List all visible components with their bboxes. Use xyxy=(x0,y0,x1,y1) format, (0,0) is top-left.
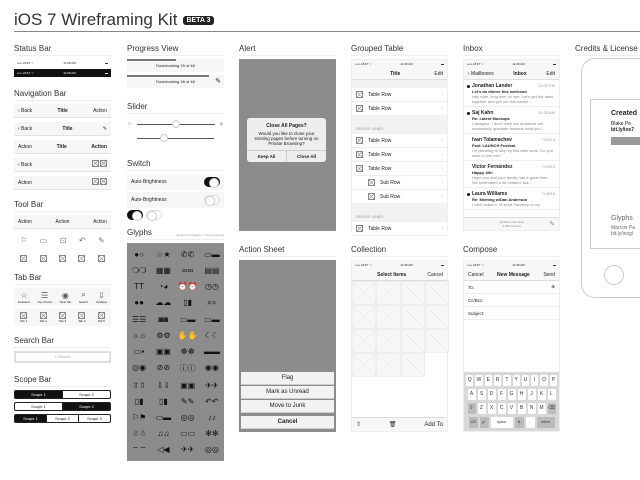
collection-cell[interactable] xyxy=(425,329,449,353)
flag-button[interactable]: Flag xyxy=(241,372,334,385)
alert-dialog xyxy=(247,118,326,162)
glyph-icon: ✆✆ xyxy=(180,249,195,259)
glyph-icon: ⇩⇩ xyxy=(156,380,171,390)
mail-item[interactable]: Jonathan Lander 12:05 PM Let's do dinner this weekend Hey man, long time no see. Let's get the fams together and grill out this weeke... xyxy=(464,80,559,107)
switch-row: Auto-Brightness xyxy=(127,174,224,190)
collection-cell[interactable] xyxy=(401,329,425,353)
status-bar-dark: ••••• AT&T ⌔ 11:08 AM ▬ xyxy=(14,69,111,77)
section-title: Glyphs xyxy=(127,228,152,237)
mark-unread-button[interactable]: Mark as Unread xyxy=(241,386,334,399)
key[interactable]: Q xyxy=(466,375,473,386)
glyph-icon: ✈✈ xyxy=(180,444,195,454)
tool-bar-icons xyxy=(14,233,111,247)
toggle-switch[interactable] xyxy=(204,195,220,205)
toolbar-action[interactable]: Action xyxy=(93,218,107,225)
section-title: Inbox xyxy=(463,44,560,56)
glyph-icon: ▭▪ xyxy=(133,346,145,356)
toggle-switch[interactable] xyxy=(204,177,220,187)
column-alerts xyxy=(239,44,336,432)
nav-bar xyxy=(14,176,111,190)
glyph-icon: ▯▮ xyxy=(134,396,144,406)
column-mail xyxy=(463,44,560,432)
placeholder-icon[interactable] xyxy=(98,255,105,262)
glyph-icon: ☸☸ xyxy=(180,346,195,356)
glyph-icon: ⇧⇧ xyxy=(132,380,146,390)
page-title xyxy=(14,10,214,30)
glyph-icon: ▯▮ xyxy=(183,297,193,307)
alert-screen xyxy=(239,59,336,231)
cc-license-badge xyxy=(611,137,640,145)
collection-cell[interactable] xyxy=(352,353,376,377)
glyph-icon: ♫♫ xyxy=(157,428,170,438)
title-text: iOS 7 Wireframing Kit xyxy=(14,10,178,29)
key[interactable]: E xyxy=(485,375,492,386)
glyph-icon: ▯▮ xyxy=(158,396,168,406)
placeholder-icon[interactable] xyxy=(40,255,47,262)
section-title: Compose xyxy=(463,245,560,257)
key[interactable]: N xyxy=(528,403,536,414)
section-title: Tool Bar xyxy=(14,200,111,212)
search-input[interactable]: ⌕ Search xyxy=(14,351,111,363)
section-title: Collection xyxy=(351,245,448,257)
collection-cell[interactable] xyxy=(376,329,400,353)
edit-button[interactable]: Edit xyxy=(546,70,555,77)
tab-2[interactable]: Tab 2 xyxy=(39,308,46,326)
glyph-icon: ☆★ xyxy=(156,249,171,259)
glyph-icon: ◔◕ xyxy=(158,281,169,291)
collection-cell[interactable] xyxy=(401,305,425,329)
key[interactable]: ⌫ xyxy=(548,403,556,414)
action-button[interactable]: Action xyxy=(18,143,32,150)
section-title: Navigation Bar xyxy=(14,89,111,101)
section-title: Search Bar xyxy=(14,336,111,348)
glyph-icon: ⏰⏰ xyxy=(177,281,198,291)
placeholder-icon[interactable] xyxy=(100,160,107,167)
tab-updates[interactable]: ⇩ Updates xyxy=(95,290,108,304)
keyboard xyxy=(464,372,559,431)
alert-title: Close All Pages? xyxy=(266,123,307,129)
glyph-icon: ♪♪ xyxy=(207,412,216,422)
glyph-icon: ⊘⊘ xyxy=(156,362,171,372)
key[interactable]: V xyxy=(508,403,516,414)
reply-icon[interactable]: ↶ xyxy=(78,235,86,245)
key[interactable]: X xyxy=(488,403,496,414)
glyph-icon: ▤▤ xyxy=(204,265,220,275)
glyph-icon: ▭▬ xyxy=(155,412,172,422)
key[interactable]: B xyxy=(518,403,526,414)
glyph-icon: ▭▬ xyxy=(179,314,196,324)
iphone-frame xyxy=(581,58,640,298)
scope-segment[interactable]: Scope 2 xyxy=(62,403,110,410)
section-title: Credits & License xyxy=(575,44,640,56)
tab-bar xyxy=(14,288,111,306)
send-button[interactable]: Send xyxy=(543,271,555,278)
mail-item[interactable]: Laura Williams 7/18/13 Re: Meeting w/Dan Anderson I can't make it. I'll send Sandeep in my xyxy=(464,188,559,210)
compose-icon[interactable]: ✎ xyxy=(98,235,105,245)
keep-all-button[interactable]: Keep All xyxy=(257,154,276,159)
scope-segment[interactable]: Scope 2 xyxy=(46,415,78,422)
glyph-icon: ∞∞ xyxy=(181,265,194,275)
list-icon: ☰ xyxy=(41,290,49,300)
group-label: GROUP LABEL xyxy=(352,116,447,134)
column-basic-controls xyxy=(14,44,111,426)
toggle-switch[interactable] xyxy=(146,210,162,220)
glyphs-credit: via Marcos Pagano - bit.ly/iosglyphs xyxy=(176,233,224,237)
glyph-icon: ❍❍ xyxy=(131,265,147,275)
numbers-key[interactable]: 123 xyxy=(469,417,478,428)
toolbar-action[interactable]: Action xyxy=(55,218,70,225)
back-button[interactable]: ‹ Back xyxy=(18,161,33,168)
glyph-icon: ▣▣ xyxy=(155,346,171,356)
nav-bar: ‹ Back Title Action xyxy=(14,104,111,118)
folder-icon[interactable]: ▭ xyxy=(39,235,48,245)
glyph-icon: ◎◎ xyxy=(180,412,195,422)
section-title: Scope Bar xyxy=(14,375,111,387)
period-key[interactable]: . xyxy=(526,417,535,428)
progress-view: Downloading 38 of 48 ✎ xyxy=(127,75,224,88)
placeholder-icon[interactable] xyxy=(59,255,66,262)
nav-bar: ‹ Back Title ✎ xyxy=(14,122,111,136)
share-icon[interactable]: ⇧ xyxy=(356,422,362,428)
glyph-icon: ▭▭ xyxy=(180,428,196,438)
glyph-icon: ☃☃ xyxy=(131,428,147,438)
scope-bar xyxy=(14,402,111,411)
collection-cell[interactable] xyxy=(376,305,400,329)
key[interactable]: ⇧ xyxy=(468,403,476,414)
action-button[interactable]: Action xyxy=(91,143,107,150)
cc-field[interactable]: Cc/Bcc: xyxy=(464,294,559,307)
home-button xyxy=(604,265,624,285)
tab-bar-generic xyxy=(14,308,111,326)
brightness-slider[interactable] xyxy=(127,117,224,131)
glyph-icon: ▭▬ xyxy=(204,314,220,324)
tab-4[interactable]: Tab 4 xyxy=(78,308,85,326)
key[interactable]: Y xyxy=(513,375,520,386)
cancel-button[interactable]: Cancel xyxy=(468,271,484,278)
section-title: Slider xyxy=(127,102,224,114)
edit-button[interactable]: Edit xyxy=(434,70,443,77)
mail-item[interactable]: Saj Kahn 10:30 AM Re: Latest Mockups I disagree. I don't think our audience will necessarily gravitate towards what you... xyxy=(464,107,559,134)
glyph-icon: ☼☼ xyxy=(131,330,147,340)
key[interactable]: K xyxy=(538,389,546,400)
collection-cell[interactable] xyxy=(352,281,376,305)
glyph-icon: ◷◷ xyxy=(204,281,219,291)
table-row[interactable]: Table Row › xyxy=(352,88,447,102)
tab-top-charts[interactable]: ☰ Top Charts xyxy=(37,290,52,304)
table-row[interactable]: Table Row › xyxy=(352,134,447,148)
compose-screen: ••••• AT&T ⌔ 11:08 AM ▬ Cancel New Message Send To: ⊕ Cc/Bcc: Subject: Q W E R T Y U I O P A S D F G H J K L ⇧ Z X C V B N M ⌫ 123 🎤 space ⊕ . return xyxy=(463,260,560,432)
column-tables xyxy=(351,44,448,432)
glyph-icon: ◎◎ xyxy=(204,444,219,454)
close-all-button[interactable]: Close All xyxy=(286,151,326,162)
tab-5[interactable]: Tab 5 xyxy=(98,308,105,326)
glyph-icon: ΤΤ xyxy=(134,281,145,291)
table-row[interactable]: Table Row › xyxy=(352,222,447,236)
section-title: Action Sheet xyxy=(239,245,336,257)
section-title: Switch xyxy=(127,159,224,171)
grouped-table-screen: ••••• AT&T ⌔ 11:08 AM ▬ Title Edit Table Row › Table Row › GROUP LABEL Table Row › Table Row › Table Row › Sub Row › Sub Row › GROUP LABEL Table Row › xyxy=(351,59,448,231)
glyph-icon: ✋✋ xyxy=(177,330,198,340)
glyph-icon: ◙◙ xyxy=(158,314,169,324)
tool-bar xyxy=(14,215,111,229)
star-icon: ☆ xyxy=(20,290,28,300)
compose-icon[interactable]: ✎ xyxy=(549,221,555,228)
key[interactable]: U xyxy=(522,375,529,386)
credits-screen: Created Blake Pe bit.ly/ios7 Glyphs Marcos Pa bit.ly/iosgl xyxy=(590,99,640,249)
placeholder-icon[interactable] xyxy=(92,178,99,185)
column-controls xyxy=(127,44,224,461)
scope-bar xyxy=(14,414,111,423)
glyph-icon: ●○ xyxy=(134,249,144,259)
collection-cell[interactable] xyxy=(401,281,425,305)
group-label: GROUP LABEL xyxy=(352,204,447,222)
key[interactable]: J xyxy=(528,389,536,400)
scope-segment[interactable]: Scope 1 xyxy=(15,391,62,398)
glyph-icon: ◎◉ xyxy=(132,362,147,372)
key[interactable]: H xyxy=(518,389,526,400)
to-field[interactable]: To: ⊕ xyxy=(464,281,559,294)
nav-bar xyxy=(14,158,111,172)
section-title: Tab Bar xyxy=(14,273,111,285)
tab-search[interactable]: ⌕ Search xyxy=(78,290,89,304)
collection-cell[interactable] xyxy=(376,353,400,377)
key[interactable]: T xyxy=(503,375,510,386)
glyphs-link[interactable]: bit.ly/iosgl xyxy=(611,231,633,237)
scope-segment[interactable]: Scope 1 xyxy=(31,404,46,409)
key[interactable]: R xyxy=(494,375,501,386)
cancel-button[interactable]: Cancel xyxy=(241,416,334,429)
return-key[interactable]: return xyxy=(537,417,555,428)
glyph-icon: ⌕⌕ xyxy=(207,297,217,307)
scope-segment[interactable]: Scope 2 xyxy=(62,391,110,398)
cancel-button[interactable]: Cancel xyxy=(427,271,443,278)
placeholder-icon[interactable] xyxy=(78,255,85,262)
space-key[interactable]: space xyxy=(491,417,513,428)
glyph-icon: ↶↶ xyxy=(205,396,219,406)
tab-3[interactable]: Tab 3 xyxy=(59,308,66,326)
mailboxes-button[interactable]: ‹ Mailboxes xyxy=(468,70,494,77)
glyph-icon: ◁◀ xyxy=(157,444,170,454)
status-bar-light: ••••• AT&T ⌔ 11:08 AM ▬ xyxy=(17,60,108,65)
table-row[interactable]: Table Row › xyxy=(352,148,447,162)
key[interactable]: I xyxy=(531,375,538,386)
key[interactable]: C xyxy=(498,403,506,414)
collection-screen: ••••• AT&T ⌔ 11:08 AM ▬ Select Items Cancel ⇧ 🗑 Add To xyxy=(351,260,448,432)
tab-1[interactable]: Tab 1 xyxy=(20,308,27,326)
glyph-icon: ⚙⚙ xyxy=(156,330,171,340)
scope-bar xyxy=(14,390,111,399)
subject-field[interactable]: Subject: xyxy=(464,307,559,320)
back-button[interactable]: ‹ Back xyxy=(18,107,33,114)
collection-cell[interactable] xyxy=(401,353,425,377)
archive-icon[interactable]: ⊡ xyxy=(59,235,67,245)
compose-icon[interactable]: ✎ xyxy=(215,78,221,85)
key[interactable]: P xyxy=(550,375,557,386)
collection-grid xyxy=(352,281,449,377)
location-icon: ◉ xyxy=(61,290,69,300)
key[interactable]: A xyxy=(468,389,476,400)
placeholder-icon[interactable] xyxy=(100,178,107,185)
scope-segment[interactable]: Scope 1 xyxy=(15,415,46,422)
key[interactable]: M xyxy=(538,403,546,414)
beta-badge: BETA 3 xyxy=(183,16,213,25)
table-row[interactable]: Table Row › xyxy=(352,102,447,116)
section-title: Grouped Table xyxy=(351,44,448,56)
flag-icon[interactable]: ⚐ xyxy=(20,235,28,245)
add-contact-icon[interactable]: ⊕ xyxy=(551,284,555,289)
switch-row: Auto-Brightness xyxy=(127,192,224,208)
inbox-toolbar: Updated Just Now 2,956 Unread ✎ xyxy=(464,217,559,230)
tool-bar-placeholders xyxy=(14,251,111,265)
glyph-icon: ⓘⓘ xyxy=(179,363,196,373)
scope-segment[interactable]: Scope 3 xyxy=(78,415,110,422)
table-row[interactable]: Table Row › xyxy=(352,162,447,176)
key[interactable]: F xyxy=(498,389,506,400)
globe-key[interactable]: ⊕ xyxy=(515,417,524,428)
section-title: Status Bar xyxy=(14,44,111,56)
author-link[interactable]: bit.ly/ios7 xyxy=(611,127,635,133)
section-title: Progress View xyxy=(127,44,224,56)
glyph-icon: ▭▬ xyxy=(204,249,220,259)
glyph-icon: ▦▦ xyxy=(155,265,171,275)
key[interactable]: Z xyxy=(478,403,486,414)
brightness-low-icon: ☼ xyxy=(127,121,133,127)
mail-item[interactable]: Victor Fernández 7/19/13 Happy 4th! Hope you and your family had a great time. We celebrated a bit belated, but... xyxy=(464,161,559,188)
collection-cell[interactable] xyxy=(376,281,400,305)
action-button[interactable]: Action xyxy=(93,107,107,114)
section-title: Alert xyxy=(239,44,336,56)
glyphs-panel xyxy=(127,243,224,461)
column-credits xyxy=(575,44,640,237)
download-icon: ⇩ xyxy=(98,290,105,300)
collection-cell[interactable] xyxy=(425,305,449,329)
glyph-icon: ✈✈ xyxy=(205,380,219,390)
key[interactable]: W xyxy=(475,375,482,386)
glyph-icon: ☁☁ xyxy=(155,297,172,307)
sub-row[interactable]: Sub Row › xyxy=(352,176,447,190)
glyph-icon: ✎✎ xyxy=(180,396,195,406)
glyph-icon: ⚐⚑ xyxy=(131,412,147,422)
collection-cell[interactable] xyxy=(425,281,449,305)
nav-bar: Action Title Action xyxy=(14,140,111,154)
slider[interactable] xyxy=(127,131,224,145)
mic-key[interactable]: 🎤 xyxy=(480,417,489,428)
mail-item[interactable]: Ivan Tolamachev 7/20/13 Fwd: LAUNCH Festival I'm planning to stop by this after work. Do you want to join me? xyxy=(464,134,559,161)
glyph-icon: ▬▬ xyxy=(203,346,220,356)
collection-cell[interactable] xyxy=(352,329,376,353)
trash-icon[interactable]: 🗑 xyxy=(388,422,397,428)
progress-view: Downloading 25 of 48 xyxy=(127,59,224,72)
brightness-high-icon: ☀ xyxy=(218,121,224,128)
action-button[interactable]: Action xyxy=(18,179,32,186)
inbox-screen: ••••• AT&T ⌔ 11:08 AM ▬ ‹ Mailboxes Inbox Edit Jonathan Lander 12:05 PM Let's do dinner this weekend Hey man, long time no see. Let's get the fams together and grill out this weeke... Saj Kahn 10:30 AM Re: Latest Mockups I disagree. I don't think our audience will necessarily gravitate towards what you... Ivan Tolamachev 7/20/13 Fwd: LAUNCH Festival I'm planning to stop by this after work. Do you want to join me? Victor Fernández 7/19/13 Happy 4th! Hope you and your family had a great time. We celebrated a bit belated, but... Laura Williams 7/18/13 Re: Meeting w/Dan Anderson I can't make it. I'll send Sandeep in my Updated Just Now 2,956 Unread ✎ xyxy=(463,59,560,231)
toggle-switch[interactable] xyxy=(127,210,143,220)
toolbar-action[interactable]: Action xyxy=(18,218,32,225)
placeholder-icon[interactable] xyxy=(92,160,99,167)
glyph-icon: ▣▣ xyxy=(180,380,196,390)
sub-row[interactable]: Sub Row › xyxy=(352,190,447,204)
key[interactable]: S xyxy=(478,389,486,400)
title-divider xyxy=(14,31,640,32)
compose-icon[interactable]: ✎ xyxy=(102,125,107,132)
add-to-button[interactable]: Add To xyxy=(424,421,443,428)
glyph-icon: ☾☾ xyxy=(204,330,220,340)
glyph-icon: ☰☰ xyxy=(131,314,147,324)
alert-message: Would you like to close your existing pages before turning on Private Browsing? xyxy=(254,131,319,146)
key[interactable]: L xyxy=(548,389,556,400)
key[interactable]: G xyxy=(508,389,516,400)
glyph-icon: ✻✻ xyxy=(205,428,219,438)
key[interactable]: D xyxy=(488,389,496,400)
tab-near-me[interactable]: ◉ Near Me xyxy=(59,290,72,304)
move-junk-button[interactable]: Move to Junk xyxy=(241,400,334,413)
tab-featured[interactable]: ☆ Featured xyxy=(17,290,30,304)
glyph-icon: ●● xyxy=(134,297,144,307)
search-icon: ⌕ xyxy=(81,290,86,299)
action-sheet-screen xyxy=(239,260,336,432)
glyph-icon: ⌔⌔ xyxy=(131,444,147,454)
back-button[interactable]: ‹ Back xyxy=(18,125,33,132)
glyph-icon: ◉◉ xyxy=(204,362,219,372)
collection-cell[interactable] xyxy=(352,305,376,329)
placeholder-icon[interactable] xyxy=(20,255,27,262)
key[interactable]: O xyxy=(540,375,547,386)
